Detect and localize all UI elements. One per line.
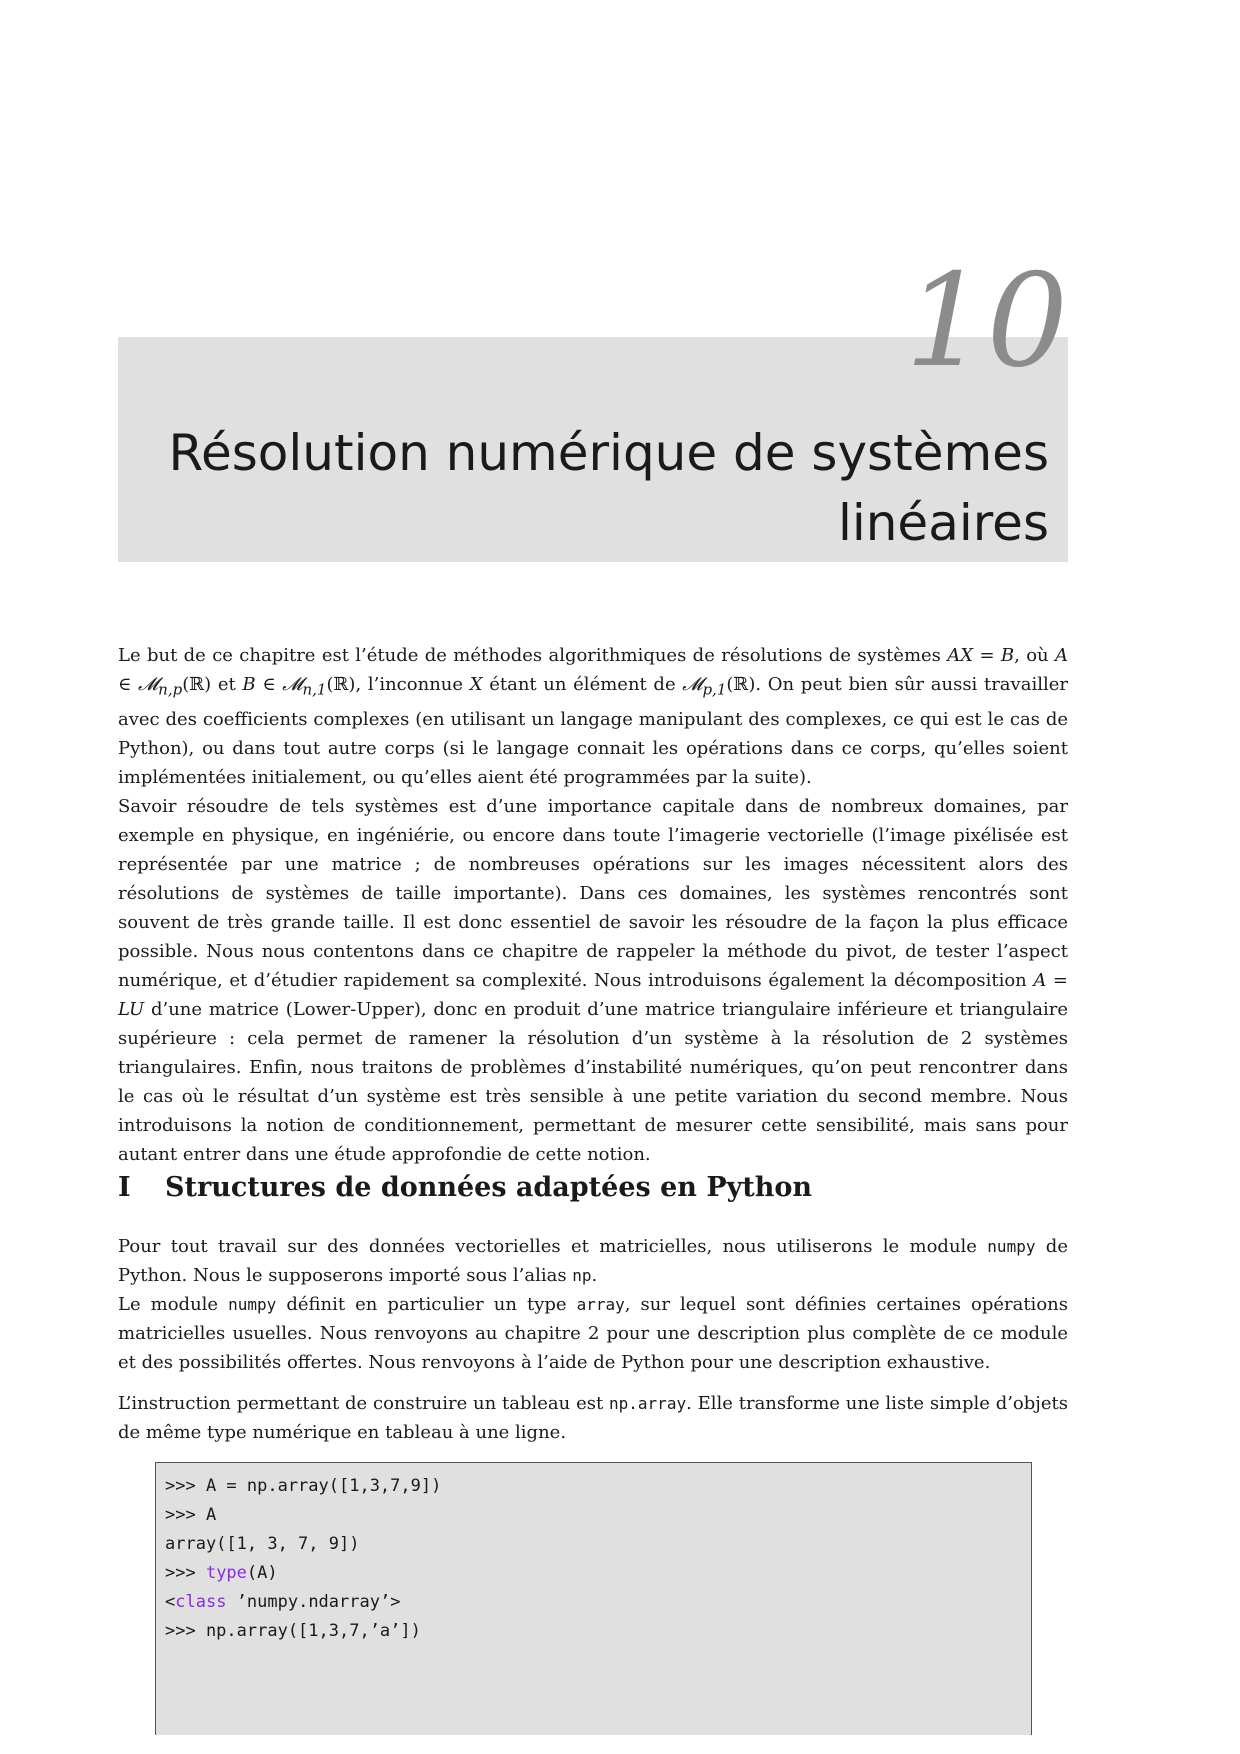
chapter-title <box>149 418 1049 558</box>
intro-paragraph-2: Savoir résoudre de tels systèmes est d’une importance capitale dans de nombreux domaines, par exemple en physique, en ingéniérie, ou encore dans toute l’imagerie vectorielle (l’image pixélisée est représentée par une matrice ; de nombreuses opérations sur les images nécessitent alors des résolutions de systèmes de taille importante). Dans ces domaines, les systèmes rencontrés sont souvent de très grande taille. Il est donc essentiel de savoir les résoudre de la façon la plus efficace possible. Nous nous contentons dans ce chapitre de rappeler la méthode du pivot, de tester l’aspect numérique, et d’étudier rapidement sa complexité. Nous introduisons également la décomposition A = LU d’une matrice (Lower-Upper), donc en produit d’une matrice triangulaire inférieure et triangulaire supérieure : cela permet de ramener la résolution d’un système à la résolution de 2 systèmes triangulaires. Enfin, nous traitons de problèmes d’instabilité numériques, qu’on peut rencontrer dans le cas où le résultat d’un système est très sensible à une petite variation du second membre. Nous introduisons la notion de conditionnement, permettant de mesurer cette sensibilité, mais sans pour autant entrer dans une étude approfondie de cette notion. <box>118 795 1068 1165</box>
section-heading <box>118 1172 812 1203</box>
section-paragraph-1: Pour tout travail sur des données vectorielles et matricielles, nous utiliserons le module numpy de Python. Nous le supposerons importé sous l’alias np. <box>118 1236 1068 1286</box>
section-title: Structures de données adaptées en Python <box>165 1172 813 1203</box>
intro-text <box>118 641 1068 1169</box>
code-line: >>> np.array([1,3,7,’a’]) <box>165 1621 421 1641</box>
code-listing <box>155 1462 1032 1735</box>
code-line: >>> A <box>165 1505 217 1525</box>
code-line: array([1, 3, 7, 9]) <box>165 1534 360 1554</box>
section-paragraph-2: Le module numpy définit en particulier un type array, sur lequel sont définies certaines opérations matricielles usuelles. Nous renvoyons au chapitre 2 pour une description plus complète de ce module et des possibilités offertes. Nous renvoyons à l’aide de Python pour une description exhaustive. <box>118 1294 1068 1373</box>
chapter-title-line1: Résolution numérique de systèmes <box>168 424 1049 482</box>
section-paragraph-3: L’instruction permettant de construire un tableau est np.array. Elle transforme une liste simple d’objets de même type numérique en tableau à une ligne. <box>118 1393 1068 1443</box>
code-line: <class ’numpy.ndarray’> <box>165 1592 401 1612</box>
intro-paragraph-1: Le but de ce chapitre est l’étude de méthodes algorithmiques de résolutions de systèmes AX = B, où A ∈ 𝓜$_{n,p}$(ℝ) et B ∈ 𝓜$_{n,1}$(ℝ), l’inconnue X étant un élément de 𝓜$_{p,1}$(ℝ). On peut bien sûr aussi travailler avec des coefficients complexes (en utilisant un langage manipulant des complexes, ce qui est le cas de Python), ou dans tout autre corps (si le langage connait les opérations dans ce corps, qu’elles soient implémentées initialement, ou qu’elles aient été programmées par la suite). <box>118 645 1068 788</box>
section-number: I <box>118 1172 131 1203</box>
chapter-title-line2: linéaires <box>837 494 1049 552</box>
chapter-number: 10 <box>905 247 1068 396</box>
section-body <box>118 1232 1068 1447</box>
code-line: >>> A = np.array([1,3,7,9]) <box>165 1476 442 1496</box>
code-line: >>> type(A) <box>165 1563 278 1583</box>
